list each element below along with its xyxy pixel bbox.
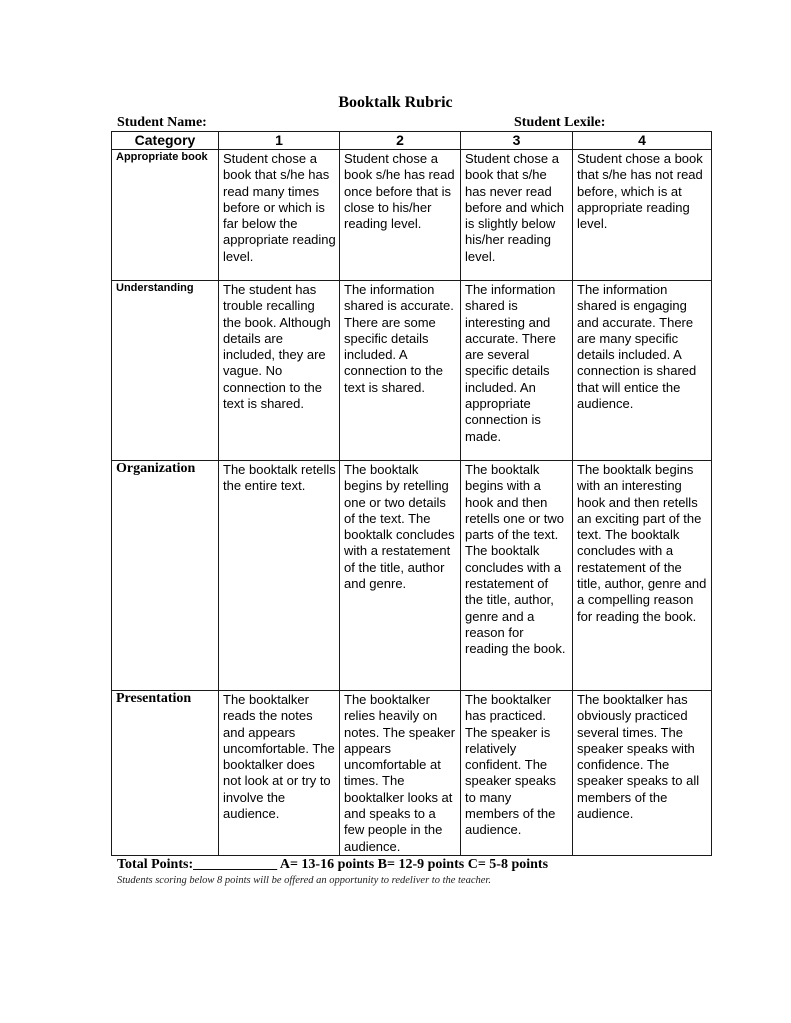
header-score-2: 2 <box>340 132 461 150</box>
header-score-1: 1 <box>219 132 340 150</box>
criteria-cell: Student chose a book that s/he has not read before, which is at appropriate reading level. <box>573 150 712 281</box>
criteria-cell: The booktalker has practiced. The speaker is relatively confident. The speaker speaks to many members of the audience. <box>461 691 573 856</box>
rubric-table <box>111 131 712 856</box>
table-row <box>112 281 712 461</box>
criteria-cell: Student chose a book s/he has read once before that is close to his/her reading level. <box>340 150 461 281</box>
criteria-cell: Student chose a book that s/he has read many times before or which is far below the appropriate reading level. <box>219 150 340 281</box>
table-row <box>112 691 712 856</box>
criteria-cell: The student has trouble recalling the book. Although details are included, they are vague. No connection to the text is shared. <box>219 281 340 461</box>
criteria-cell: The booktalker has obviously practiced several times. The speaker speaks with confidence. The speaker speaks to all members of the audience. <box>573 691 712 856</box>
criteria-cell: Student chose a book that s/he has never read before and which is slightly below his/her reading level. <box>461 150 573 281</box>
table-row <box>112 150 712 281</box>
page-title: Booktalk Rubric <box>338 94 453 111</box>
criteria-cell: The booktalker reads the notes and appears uncomfortable. The booktalker does not look at or try to involve the audience. <box>219 691 340 856</box>
category-appropriate-book: Appropriate book <box>112 150 219 281</box>
criteria-cell: The booktalk retells the entire text. <box>219 461 340 691</box>
total-points-line: Total Points:____________ A= 13-16 points B= 12-9 points C= 5-8 points <box>117 857 549 872</box>
student-lexile-label: Student Lexile: <box>514 115 606 130</box>
category-understanding: Understanding <box>112 281 219 461</box>
table-row <box>112 461 712 691</box>
category-organization: Organization <box>112 461 219 691</box>
criteria-cell: The booktalk begins with a hook and then retells one or two parts of the text. The booktalk concludes with a restatement of the title, author, genre and a reason for reading the book. <box>461 461 573 691</box>
criteria-cell: The booktalk begins with an interesting hook and then retells an exciting part of the text. The booktalk concludes with a restatement of the title, author, genre and a compelling reason for reading the book. <box>573 461 712 691</box>
header-category: Category <box>112 132 219 150</box>
criteria-cell: The information shared is accurate. There are some specific details included. A connection to the text is shared. <box>340 281 461 461</box>
header-score-3: 3 <box>461 132 573 150</box>
student-name-label: Student Name: <box>117 115 207 130</box>
table-header-row <box>112 132 712 150</box>
criteria-cell: The booktalker relies heavily on notes. The speaker appears uncomfortable at times. The booktalker looks at and speaks to a few people in the audience. <box>340 691 461 856</box>
criteria-cell: The information shared is interesting and accurate. There are several specific details included. An appropriate connection is made. <box>461 281 573 461</box>
category-presentation: Presentation <box>112 691 219 856</box>
header-score-4: 4 <box>573 132 712 150</box>
criteria-cell: The booktalk begins by retelling one or two details of the text. The booktalk concludes with a restatement of the title, author and genre. <box>340 461 461 691</box>
redeliver-note: Students scoring below 8 points will be offered an opportunity to redeliver to the teacher. <box>117 875 491 886</box>
criteria-cell: The information shared is engaging and accurate. There are many specific details included. A connection is shared that will entice the audience. <box>573 281 712 461</box>
